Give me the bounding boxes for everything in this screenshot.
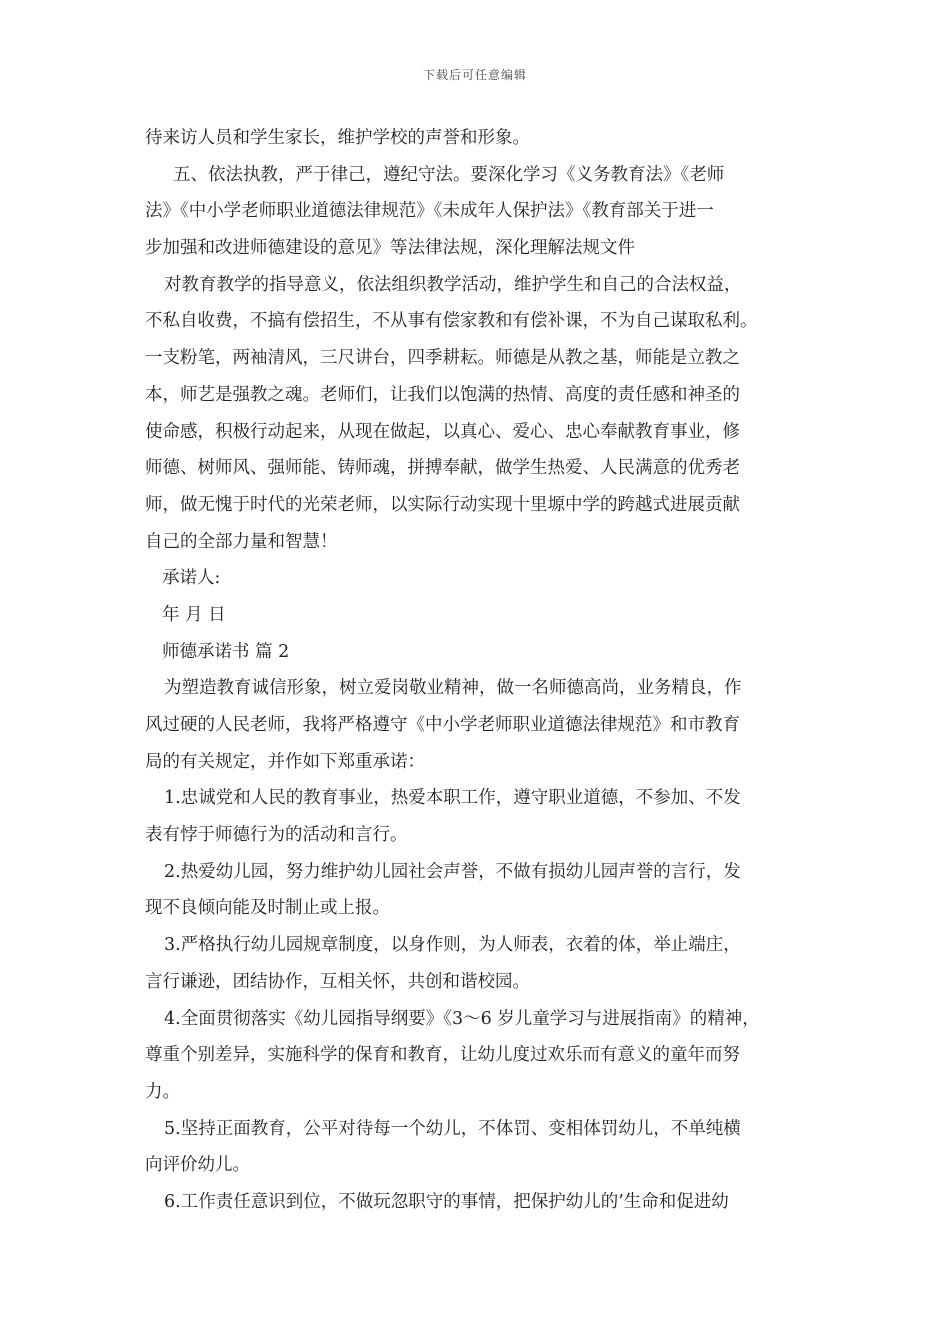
list-item: 5.坚持正面教育，公平对待每一个幼儿，不体罚、变相体罚幼儿，不单纯横	[164, 1118, 741, 1139]
text-line: 对教育教学的指导意义，依法组织教学活动，维护学生和自己的合法权益，	[164, 274, 742, 295]
text-line: 师德、树师风、强师能、铸师魂，拼搏奉献，做学生热爱、人民满意的优秀老	[145, 458, 740, 479]
text-line: 五、依法执教，严于律己，遵纪守法。要深化学习《义务教育法》《老师	[173, 164, 725, 185]
text-line: 步加强和改进师德建设的意见》等法律法规，深化理解法规文件	[145, 238, 635, 259]
text-line: 不私自收费，不搞有偿招生，不从事有偿家教和有偿补课，不为自己谋取私利。	[145, 311, 758, 332]
text-line: 为塑造教育诚信形象，树立爱岗敬业精神，做一名师德高尚，业务精良，作	[164, 678, 742, 699]
text-line: 尊重个别差异，实施科学的保育和教育，让幼儿度过欢乐而有意义的童年而努	[145, 1045, 740, 1066]
list-item: 2.热爱幼儿园，努力维护幼儿园社会声誉，不做有损幼儿园声誉的言行，发	[164, 861, 741, 882]
section-heading: 师德承诺书 篇 2	[162, 641, 290, 662]
text-line: 师，做无愧于时代的光荣老师，以实际行动实现十里塬中学的跨越式进展贡献	[145, 494, 740, 515]
text-line: 待来访人员和学生家长，维护学校的声誉和形象。	[145, 128, 530, 148]
page-header-note: 下载后可任意编辑	[422, 68, 527, 82]
text-line: 向评价幼儿。	[145, 1155, 250, 1176]
list-item: 3.严格执行幼儿园规章制度，以身作则，为人师表，衣着的体，举止端庄，	[164, 935, 741, 956]
text-line: 表有悖于师德行为的活动和言行。	[145, 825, 408, 846]
text-line: 一支粉笔，两袖清风，三尺讲台，四季耕耘。师德是从教之基，师能是立教之	[145, 348, 740, 369]
text-line: 局的有关规定，并作如下郑重承诺：	[145, 751, 425, 772]
date-label: 年 月 日	[162, 604, 226, 625]
text-line: 自己的全部力量和智慧！	[145, 531, 338, 552]
list-item: 6.工作责任意识到位，不做玩忽职守的事情，把保护幼儿的’生命和促进幼	[164, 1191, 729, 1212]
list-item: 4.全面贯彻落实《幼儿园指导纲要》《3～6 岁儿童学习与进展指南》的精神，	[164, 1008, 760, 1029]
document-body	[145, 120, 815, 1221]
list-item: 1.忠诚党和人民的教育事业，热爱本职工作，遵守职业道德，不参加、不发	[164, 788, 741, 809]
text-line: 风过硬的人民老师，我将严格遵守《中小学老师职业道德法律规范》和市教育	[145, 715, 740, 735]
signature-label: 承诺人:	[162, 568, 221, 589]
text-line: 力。	[145, 1081, 180, 1102]
text-line: 言行谦逊，团结协作，互相关怀，共创和谐校园。	[145, 971, 530, 992]
text-line: 法》《中小学老师职业道德法律规范》《未成年人保护法》《教育部关于进一	[145, 201, 714, 222]
text-line: 使命感，积极行动起来，从现在做起，以真心、爱心、忠心奉献教育事业，修	[145, 421, 740, 442]
text-line: 本，师艺是强教之魂。老师们，让我们以饱满的热情、高度的责任感和神圣的	[145, 384, 740, 405]
text-line: 现不良倾向能及时制止或上报。	[145, 898, 390, 919]
